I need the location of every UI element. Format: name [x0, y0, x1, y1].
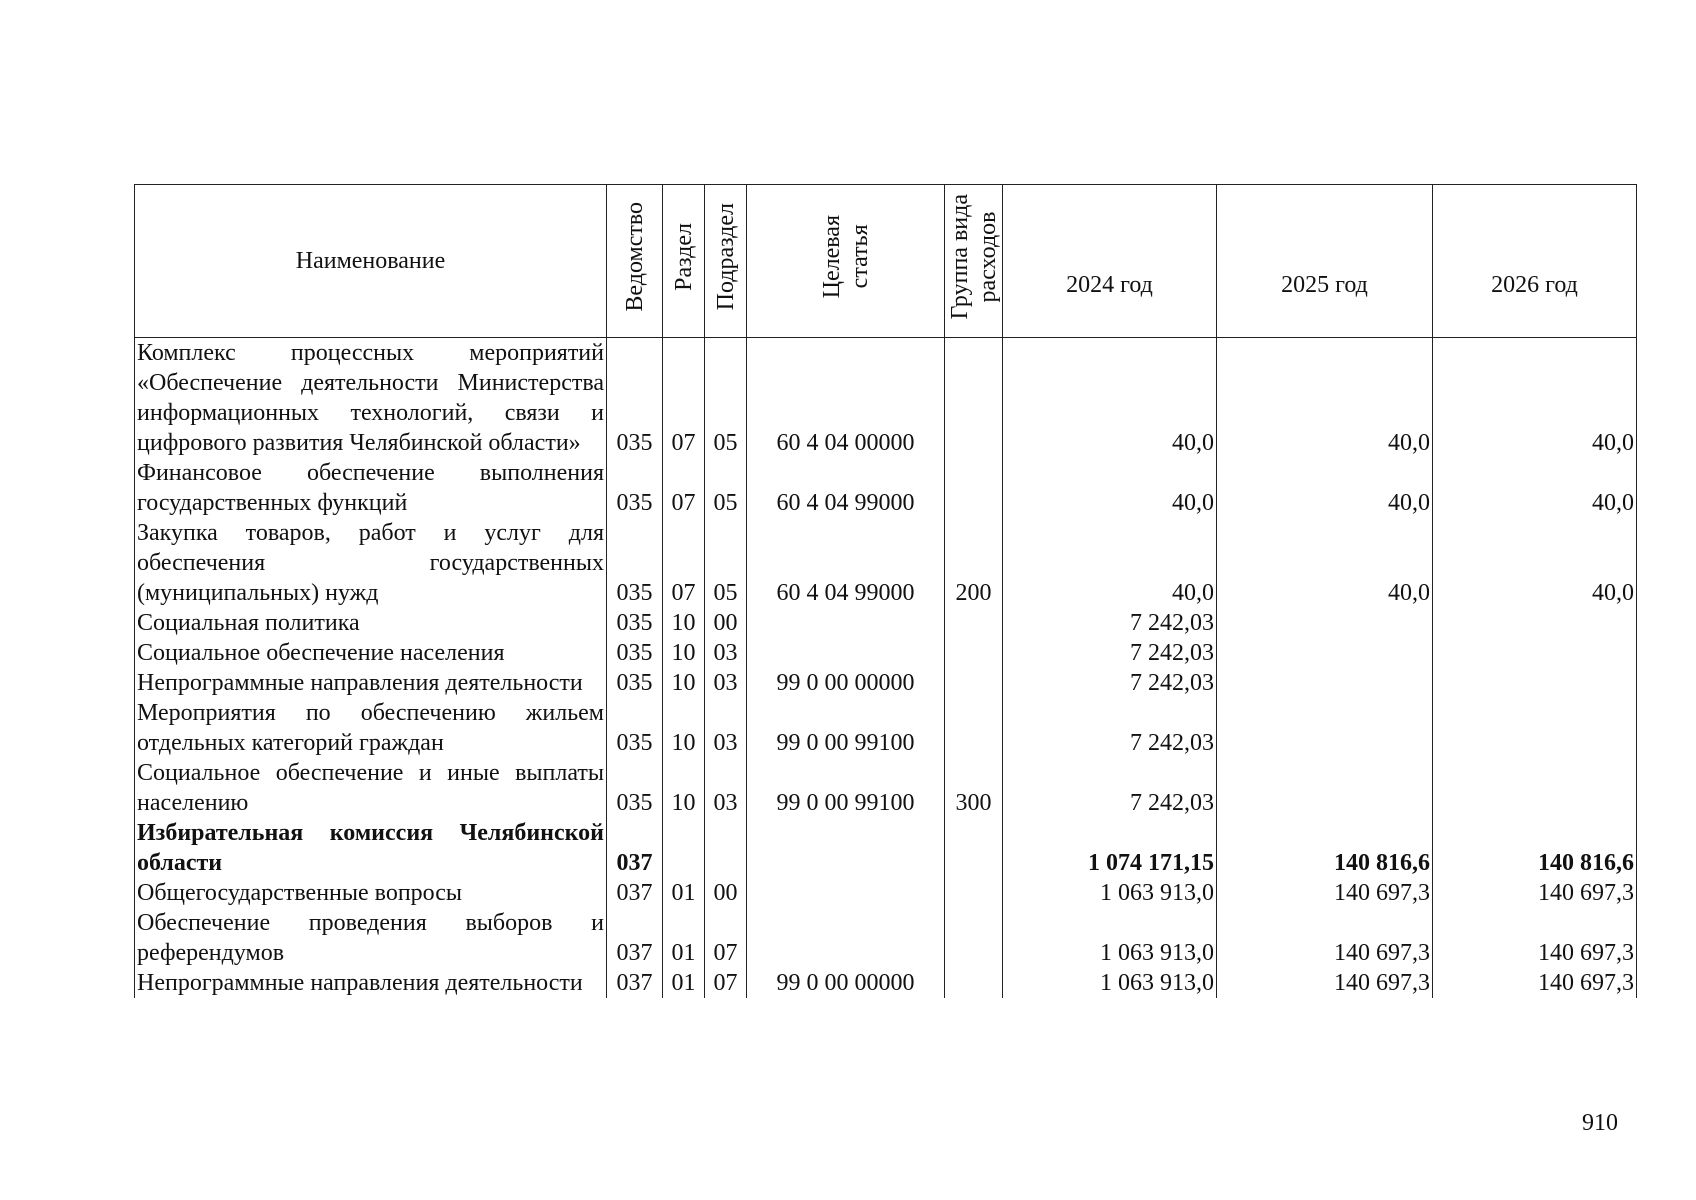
cell-name: Комплекс процессных мероприятий «Обеспечение деятельности Министерства информационных технологий, связи и цифрового развития Челябинской области»: [135, 338, 607, 459]
table-row: [135, 968, 1637, 998]
cell-vedomstvo: 035: [607, 698, 663, 758]
cell-target: 60 4 04 99000: [747, 458, 945, 518]
cell-group: [945, 458, 1003, 518]
cell-vedomstvo: 035: [607, 608, 663, 638]
cell-name: Финансовое обеспечение выполнения государственных функций: [135, 458, 607, 518]
cell-target: [747, 878, 945, 908]
cell-group: 300: [945, 758, 1003, 818]
table-row: [135, 908, 1637, 968]
cell-target: 99 0 00 99100: [747, 698, 945, 758]
table-header-row: [135, 185, 1637, 338]
cell-razdel: 07: [663, 458, 705, 518]
cell-name: Избирательная комиссия Челябинской области: [135, 818, 607, 878]
cell-group: [945, 608, 1003, 638]
header-target-line2: статья: [846, 225, 873, 289]
cell-name: Социальное обеспечение и иные выплаты населению: [135, 758, 607, 818]
header-year-2025: [1217, 185, 1433, 338]
table-row: [135, 698, 1637, 758]
cell-razdel: 07: [663, 518, 705, 608]
cell-2024: 1 063 913,0: [1003, 908, 1217, 968]
cell-2025: [1217, 638, 1433, 668]
cell-podrazdel: 07: [705, 908, 747, 968]
cell-2024: 7 242,03: [1003, 668, 1217, 698]
cell-name: Социальная политика: [135, 608, 607, 638]
cell-group: 200: [945, 518, 1003, 608]
cell-name: Общегосударственные вопросы: [135, 878, 607, 908]
cell-group: [945, 638, 1003, 668]
cell-podrazdel: 05: [705, 458, 747, 518]
cell-podrazdel: 00: [705, 608, 747, 638]
header-year-2025-label: 2025 год: [1281, 272, 1368, 298]
cell-target: [747, 608, 945, 638]
table-row: [135, 638, 1637, 668]
cell-name: Непрограммные направления деятельности: [135, 668, 607, 698]
cell-target: 60 4 04 99000: [747, 518, 945, 608]
table-row: [135, 608, 1637, 638]
header-year-2026-label: 2026 год: [1491, 272, 1578, 298]
table-body: [135, 338, 1637, 999]
cell-2024: 1 063 913,0: [1003, 878, 1217, 908]
table-row: [135, 518, 1637, 608]
header-razdel-label: Раздел: [670, 223, 697, 291]
cell-vedomstvo: 037: [607, 908, 663, 968]
header-vedomstvo-label: Ведомство: [621, 202, 648, 312]
cell-vedomstvo: 035: [607, 458, 663, 518]
cell-razdel: 10: [663, 638, 705, 668]
cell-target: 60 4 04 00000: [747, 338, 945, 459]
cell-2024: 40,0: [1003, 518, 1217, 608]
table-row: [135, 458, 1637, 518]
cell-target: [747, 908, 945, 968]
cell-2026: 140 816,6: [1433, 818, 1637, 878]
cell-podrazdel: 03: [705, 668, 747, 698]
cell-2025: 140 697,3: [1217, 878, 1433, 908]
header-target-line1: Целевая: [818, 215, 845, 299]
header-year-2026: [1433, 185, 1637, 338]
cell-name: Непрограммные направления деятельности: [135, 968, 607, 998]
cell-group: [945, 818, 1003, 878]
cell-2026: [1433, 668, 1637, 698]
header-name-label: Наименование: [295, 248, 446, 274]
cell-2024: 7 242,03: [1003, 608, 1217, 638]
cell-vedomstvo: 037: [607, 818, 663, 878]
cell-razdel: 07: [663, 338, 705, 459]
cell-vedomstvo: 037: [607, 968, 663, 998]
cell-podrazdel: 03: [705, 638, 747, 668]
cell-razdel: 10: [663, 758, 705, 818]
cell-2025: [1217, 698, 1433, 758]
cell-2025: 40,0: [1217, 518, 1433, 608]
header-expense-group: [945, 185, 1003, 338]
cell-group: [945, 878, 1003, 908]
cell-razdel: 01: [663, 968, 705, 998]
cell-name: Закупка товаров, работ и услуг для обеспечения государственных (муниципальных) нужд: [135, 518, 607, 608]
cell-group: [945, 698, 1003, 758]
cell-target: 99 0 00 99100: [747, 758, 945, 818]
cell-razdel: 01: [663, 908, 705, 968]
cell-podrazdel: 03: [705, 758, 747, 818]
cell-vedomstvo: 035: [607, 758, 663, 818]
cell-2026: [1433, 758, 1637, 818]
cell-2024: 7 242,03: [1003, 758, 1217, 818]
cell-podrazdel: 00: [705, 878, 747, 908]
cell-group: [945, 668, 1003, 698]
cell-razdel: [663, 818, 705, 878]
cell-group: [945, 338, 1003, 459]
cell-2024: 1 063 913,0: [1003, 968, 1217, 998]
cell-2025: 140 697,3: [1217, 968, 1433, 998]
cell-name: Мероприятия по обеспечению жильем отдельных категорий граждан: [135, 698, 607, 758]
header-podrazdel-label: Подраздел: [712, 203, 739, 311]
table-row: [135, 758, 1637, 818]
cell-2024: 40,0: [1003, 338, 1217, 459]
cell-2025: 40,0: [1217, 338, 1433, 459]
header-group-label: [946, 194, 1002, 319]
cell-podrazdel: 05: [705, 518, 747, 608]
cell-podrazdel: 03: [705, 698, 747, 758]
cell-2026: [1433, 698, 1637, 758]
header-group-line2: расходов: [974, 211, 1001, 303]
cell-name: Социальное обеспечение населения: [135, 638, 607, 668]
cell-2024: 7 242,03: [1003, 638, 1217, 668]
cell-2024: 1 074 171,15: [1003, 818, 1217, 878]
cell-vedomstvo: 035: [607, 668, 663, 698]
header-target-article: [747, 185, 945, 338]
cell-2024: 40,0: [1003, 458, 1217, 518]
header-razdel: [663, 185, 705, 338]
header-vedomstvo: [607, 185, 663, 338]
cell-2026: 140 697,3: [1433, 968, 1637, 998]
cell-2026: [1433, 638, 1637, 668]
cell-2026: 140 697,3: [1433, 908, 1637, 968]
header-podrazdel: [705, 185, 747, 338]
cell-2026: 140 697,3: [1433, 878, 1637, 908]
cell-razdel: 10: [663, 698, 705, 758]
cell-podrazdel: 05: [705, 338, 747, 459]
cell-razdel: 10: [663, 608, 705, 638]
cell-target: 99 0 00 00000: [747, 968, 945, 998]
page-number: 910: [1582, 1110, 1618, 1136]
cell-razdel: 01: [663, 878, 705, 908]
cell-vedomstvo: 035: [607, 518, 663, 608]
cell-2026: 40,0: [1433, 338, 1637, 459]
cell-group: [945, 908, 1003, 968]
cell-vedomstvo: 035: [607, 338, 663, 459]
cell-podrazdel: 07: [705, 968, 747, 998]
cell-2026: 40,0: [1433, 458, 1637, 518]
header-year-2024-label: 2024 год: [1066, 272, 1153, 298]
budget-table: [134, 184, 1637, 998]
table-row: [135, 818, 1637, 878]
cell-2025: 140 816,6: [1217, 818, 1433, 878]
header-name: [135, 185, 607, 338]
table-row: [135, 338, 1637, 459]
cell-2024: 7 242,03: [1003, 698, 1217, 758]
cell-2025: [1217, 608, 1433, 638]
cell-2025: 40,0: [1217, 458, 1433, 518]
cell-podrazdel: [705, 818, 747, 878]
cell-2026: 40,0: [1433, 518, 1637, 608]
table-row: [135, 668, 1637, 698]
cell-name: Обеспечение проведения выборов и референдумов: [135, 908, 607, 968]
cell-razdel: 10: [663, 668, 705, 698]
header-group-line1: Группа вида: [946, 194, 973, 320]
header-target-label: [818, 215, 874, 298]
cell-target: [747, 638, 945, 668]
cell-2025: [1217, 668, 1433, 698]
cell-target: [747, 818, 945, 878]
table-row: [135, 878, 1637, 908]
header-year-2024: [1003, 185, 1217, 338]
cell-2025: [1217, 758, 1433, 818]
cell-vedomstvo: 037: [607, 878, 663, 908]
cell-target: 99 0 00 00000: [747, 668, 945, 698]
cell-group: [945, 968, 1003, 998]
cell-2026: [1433, 608, 1637, 638]
cell-vedomstvo: 035: [607, 638, 663, 668]
cell-2025: 140 697,3: [1217, 908, 1433, 968]
